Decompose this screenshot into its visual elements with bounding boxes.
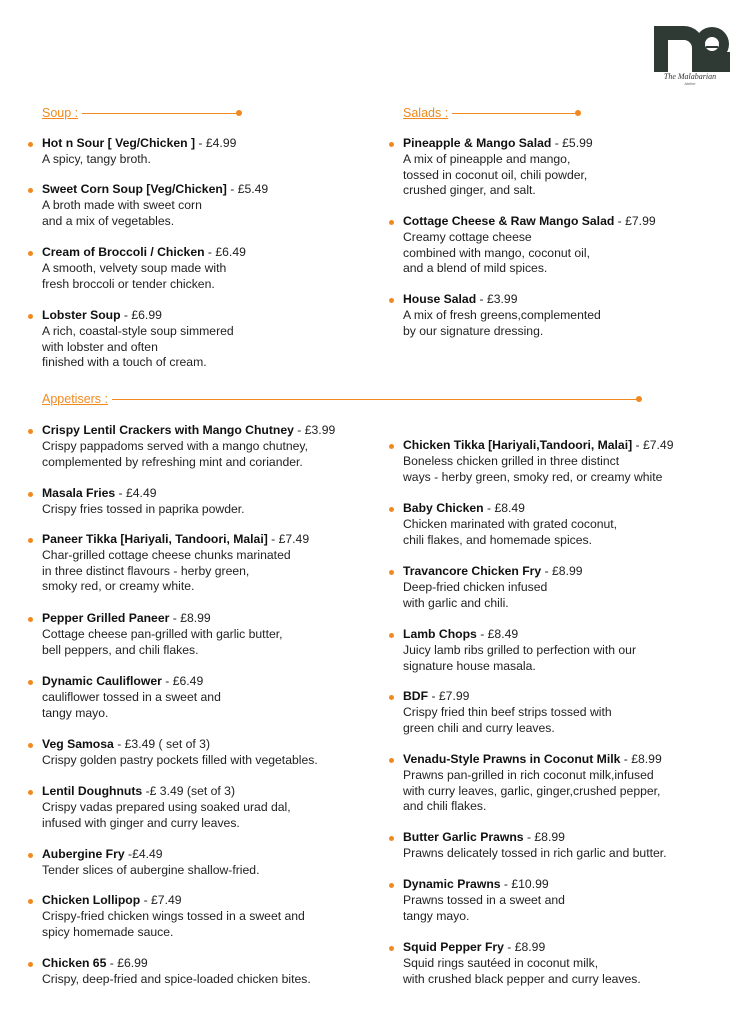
menu-item: [403, 627, 636, 674]
bullet-icon: [389, 695, 394, 700]
appetisers-header: [42, 392, 644, 406]
menu-item-description: fresh broccoli or tender chicken.: [42, 276, 215, 291]
menu-item-description: chili flakes, and homemade spices.: [403, 532, 593, 547]
menu-item-title: [403, 501, 617, 517]
menu-item-name: Dynamic Prawns: [403, 877, 501, 891]
menu-item-description: Crispy fried thin beef strips tossed with: [403, 704, 612, 719]
menu-item-title: [42, 486, 245, 502]
menu-item-description: tangy mayo.: [403, 908, 470, 923]
bullet-icon: [389, 633, 394, 638]
menu-item: [42, 136, 236, 168]
menu-item-description: Crispy golden pastry pockets filled with vegetables.: [42, 752, 318, 767]
menu-item-description: cauliflower tossed in a sweet and: [42, 689, 221, 704]
menu-item-name: Butter Garlic Prawns: [403, 830, 524, 844]
menu-item-name: Aubergine Fry: [42, 847, 125, 861]
menu-item-title: [403, 877, 565, 893]
bullet-icon: [389, 220, 394, 225]
menu-item-description: complemented by refreshing mint and coriander.: [42, 454, 303, 469]
menu-item-description: A broth made with sweet corn: [42, 197, 202, 212]
bullet-icon: [28, 743, 33, 748]
menu-item-price: -£4.49: [124, 847, 163, 861]
menu-item-name: Venadu-Style Prawns in Coconut Milk: [403, 752, 621, 766]
menu-item-title: [42, 136, 236, 152]
menu-item-description: Crispy fries tossed in paprika powder.: [42, 501, 245, 516]
bullet-icon: [28, 188, 33, 193]
menu-item-name: Cottage Cheese & Raw Mango Salad: [403, 214, 615, 228]
menu-item-description: with lobster and often: [42, 339, 158, 354]
menu-item-title: [42, 956, 311, 972]
bullet-icon: [28, 962, 33, 967]
menu-item-title: [403, 438, 674, 454]
bullet-icon: [28, 790, 33, 795]
bullet-icon: [389, 758, 394, 763]
menu-item-price: - £7.99: [614, 214, 656, 228]
menu-item-description: finished with a touch of cream.: [42, 355, 207, 370]
menu-item-title: [403, 752, 662, 768]
menu-item-title: [403, 627, 636, 643]
menu-item: [42, 847, 259, 879]
menu-item-description: A smooth, velvety soup made with: [42, 260, 227, 275]
menu-item-description: green chili and curry leaves.: [403, 720, 555, 735]
menu-item: [403, 501, 617, 548]
bullet-icon: [28, 538, 33, 543]
menu-item: [42, 784, 291, 831]
menu-item-title: [403, 292, 601, 308]
bullet-icon: [389, 883, 394, 888]
menu-item: [42, 486, 245, 518]
menu-item: [42, 245, 246, 292]
menu-item-name: Lentil Doughnuts: [42, 784, 143, 798]
menu-item-name: Sweet Corn Soup [Veg/Chicken]: [42, 182, 227, 196]
menu-item-description: A mix of pineapple and mango,: [403, 151, 571, 166]
menu-item-name: Hot n Sour [ Veg/Chicken ]: [42, 136, 196, 150]
menu-item-title: [42, 532, 309, 548]
menu-item-title: [42, 182, 268, 198]
menu-item: [403, 877, 565, 924]
bullet-icon: [389, 507, 394, 512]
menu-item-price: - £6.49: [161, 674, 204, 688]
menu-item-description: ways - herby green, smoky red, or creamy white: [403, 469, 663, 484]
menu-item-title: [42, 674, 221, 690]
menu-item-price: - £4.99: [195, 136, 237, 150]
menu-item: [403, 136, 593, 199]
menu-item-price: - £10.99: [500, 877, 549, 891]
menu-item-price: - £7.99: [428, 689, 470, 703]
bullet-icon: [28, 680, 33, 685]
bullet-icon: [28, 314, 33, 319]
menu-item-description: and a blend of mild spices.: [403, 261, 548, 276]
bullet-icon: [389, 298, 394, 303]
menu-item-price: - £7.49: [632, 438, 674, 452]
menu-item-description: Chicken marinated with grated coconut,: [403, 516, 618, 531]
menu-item-description: Prawns pan-grilled in rich coconut milk,infused: [403, 767, 654, 782]
menu-item-description: in three distinct flavours - herby green,: [42, 563, 250, 578]
menu-item-name: House Salad: [403, 292, 477, 306]
menu-item: [42, 674, 221, 721]
bullet-icon: [28, 429, 33, 434]
menu-item-price: - £8.49: [476, 627, 519, 641]
brand-subtitle: Atelier: [684, 81, 696, 86]
menu-item-name: Paneer Tikka [Hariyali, Tandoori, Malai]: [42, 532, 268, 546]
menu-item-name: Squid Pepper Fry: [403, 940, 504, 954]
salads-header: [403, 106, 583, 120]
menu-item-description: Deep-fried chicken infused: [403, 579, 548, 594]
menu-item: [403, 940, 641, 987]
menu-item-title: [403, 940, 641, 956]
menu-item: [42, 893, 305, 940]
menu-item-title: [42, 245, 246, 261]
menu-item-description: smoky red, or creamy white.: [42, 579, 195, 594]
menu-item-description: and a mix of vegetables.: [42, 213, 175, 228]
menu-item-name: Lobster Soup: [42, 308, 121, 322]
bullet-icon: [28, 142, 33, 147]
menu-item-name: Crispy Lentil Crackers with Mango Chutney: [42, 423, 294, 437]
menu-item-description: and chili flakes.: [403, 799, 487, 814]
menu-item: [403, 830, 667, 862]
menu-item-description: Tender slices of aubergine shallow-fried.: [42, 862, 260, 877]
menu-item-name: Masala Fries: [42, 486, 116, 500]
menu-item-description: combined with mango, coconut oil,: [403, 245, 590, 260]
menu-item-name: Dynamic Cauliflower: [42, 674, 162, 688]
menu-item-price: - £8.99: [541, 564, 583, 578]
bullet-icon: [28, 617, 33, 622]
menu-item: [42, 611, 283, 658]
menu-item-name: Travancore Chicken Fry: [403, 564, 542, 578]
menu-item-title: [403, 830, 667, 846]
menu-item-price: - £8.49: [483, 501, 525, 515]
menu-item-name: Pineapple & Mango Salad: [403, 136, 552, 150]
menu-item-description: Crispy-fried chicken wings tossed in a sweet and: [42, 908, 305, 923]
menu-item-description: infused with ginger and curry leaves.: [42, 815, 240, 830]
menu-item-description: spicy homemade sauce.: [42, 924, 174, 939]
menu-item: [42, 532, 309, 595]
menu-item-description: tossed in coconut oil, chili powder,: [403, 167, 588, 182]
menu-item: [403, 564, 583, 611]
menu-item-price: - £5.49: [226, 182, 269, 196]
menu-item-price: - £4.49: [115, 486, 157, 500]
menu-item-description: Creamy cottage cheese: [403, 229, 532, 244]
menu-item-title: [42, 308, 234, 324]
appetisers-title: Appetisers :: [42, 392, 112, 406]
menu-item-description: Crispy, deep-fried and spice-loaded chicken bites.: [42, 971, 311, 986]
menu-item-price: - £6.49: [204, 245, 246, 259]
menu-item-name: Lamb Chops: [403, 627, 477, 641]
bullet-icon: [28, 899, 33, 904]
menu-item: [403, 438, 674, 485]
menu-item-name: Chicken 65: [42, 956, 107, 970]
bullet-icon: [389, 946, 394, 951]
menu-item-price: - £5.99: [551, 136, 593, 150]
menu-item-title: [403, 214, 656, 230]
menu-item-title: [42, 847, 259, 863]
menu-item-name: Chicken Lollipop: [42, 893, 141, 907]
menu-item-description: Prawns tossed in a sweet and: [403, 892, 565, 907]
menu-item-name: BDF: [403, 689, 429, 703]
menu-item-description: A mix of fresh greens,complemented: [403, 307, 601, 322]
menu-item-title: [42, 784, 291, 800]
menu-item-name: Pepper Grilled Paneer: [42, 611, 170, 625]
menu-item: [403, 689, 612, 736]
menu-item-price: -£ 3.49 (set of 3): [142, 784, 236, 798]
bullet-icon: [28, 492, 33, 497]
menu-item-title: [42, 737, 318, 753]
menu-item-description: signature house masala.: [403, 658, 536, 673]
menu-item-description: A spicy, tangy broth.: [42, 151, 151, 166]
menu-item-price: - £3.99: [293, 423, 336, 437]
menu-item-description: Juicy lamb ribs grilled to perfection with our: [403, 642, 637, 657]
menu-item-title: [403, 564, 583, 580]
bullet-icon: [389, 142, 394, 147]
menu-item-description: tangy mayo.: [42, 705, 109, 720]
menu-item-description: bell peppers, and chili flakes.: [42, 642, 199, 657]
menu-item-price: - £8.99: [620, 752, 662, 766]
brand-name: The Malabarian: [663, 72, 717, 81]
menu-item: [42, 182, 268, 229]
bullet-icon: [28, 853, 33, 858]
menu-item: [42, 308, 234, 371]
menu-item-name: Cream of Broccoli / Chicken: [42, 245, 205, 259]
bullet-icon: [389, 444, 394, 449]
menu-item: [42, 737, 318, 769]
menu-item-description: Crispy pappadoms served with a mango chutney,: [42, 438, 309, 453]
menu-item-price: - £8.99: [503, 940, 546, 954]
menu-item-name: Baby Chicken: [403, 501, 484, 515]
menu-item-price: - £6.99: [106, 956, 148, 970]
bullet-icon: [389, 570, 394, 575]
menu-item-title: [403, 136, 593, 152]
menu-item-price: - £8.99: [169, 611, 211, 625]
menu-item-title: [42, 423, 335, 439]
menu-item-price: - £7.49: [267, 532, 310, 546]
menu-item-name: Chicken Tikka [Hariyali,Tandoori, Malai]: [403, 438, 633, 452]
menu-item-description: with curry leaves, garlic, ginger,crushed pepper,: [403, 783, 661, 798]
menu-item: [403, 214, 656, 277]
menu-item-description: with garlic and chili.: [403, 595, 509, 610]
menu-item-price: - £7.49: [140, 893, 182, 907]
menu-item-price: - £6.99: [120, 308, 162, 322]
menu-item-title: [42, 893, 305, 909]
menu-item-description: Crispy vadas prepared using soaked urad dal,: [42, 799, 291, 814]
menu-item-price: - £3.99: [476, 292, 518, 306]
bullet-icon: [389, 836, 394, 841]
menu-item: [403, 292, 601, 339]
menu-item-description: A rich, coastal-style soup simmered: [42, 323, 234, 338]
menu-item-description: with crushed black pepper and curry leaves.: [403, 971, 641, 986]
menu-item-description: Prawns delicately tossed in rich garlic and butter.: [403, 845, 667, 860]
salads-title: Salads :: [403, 106, 452, 120]
soup-title: Soup :: [42, 106, 82, 120]
menu-item: [42, 956, 311, 988]
menu-item-name: Veg Samosa: [42, 737, 114, 751]
menu-item-description: crushed ginger, and salt.: [403, 183, 536, 198]
menu-item: [403, 752, 662, 815]
menu-item-title: [42, 611, 283, 627]
menu-item-title: [403, 689, 612, 705]
menu-item-description: Cottage cheese pan-grilled with garlic butter,: [42, 626, 283, 641]
menu-item-description: Boneless chicken grilled in three distinct: [403, 453, 620, 468]
menu-item-description: Char-grilled cottage cheese chunks marinated: [42, 547, 291, 562]
bullet-icon: [28, 251, 33, 256]
menu-item-description: Squid rings sautéed in coconut milk,: [403, 955, 599, 970]
menu-item: [42, 423, 335, 470]
menu-item-price: - £8.99: [523, 830, 565, 844]
soup-header: [42, 106, 242, 120]
menu-item-description: by our signature dressing.: [403, 323, 544, 338]
menu-item-price: - £3.49 ( set of 3): [113, 737, 211, 751]
